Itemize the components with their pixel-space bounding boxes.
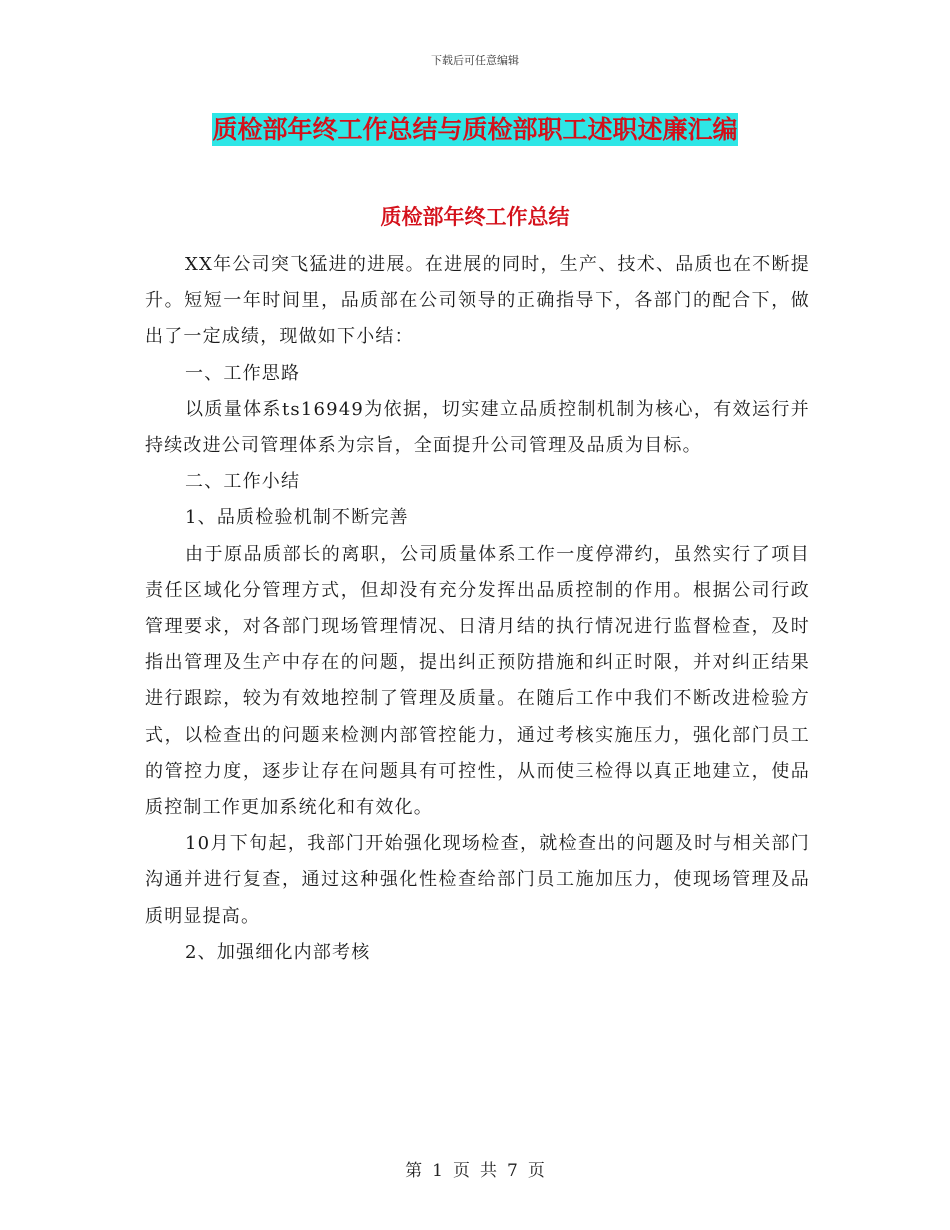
footer-total-pages: 7	[507, 1161, 518, 1181]
footer-suffix: 页	[527, 1161, 545, 1181]
paragraph-inspection-mechanism: 由于原品质部长的离职，公司质量体系工作一度停滞约，虽然实行了项目责任区域化分管理方式，但却没有充分发挥出品质控制的作用。根据公司行政管理要求，对各部门现场管理情况、日清月结的执行情况进行监督检查，及时指出管理及生产中存在的问题，提出纠正预防措施和纠正时限，并对纠正结果进行跟踪，较为有效地控制了管理及质量。在随后工作中我们不断改进检验方式，以检查出的问题来检测内部管控能力，通过考核实施压力，强化部门员工的管控力度，逐步让存在问题具有可控性，从而使三检得以真正地建立，使品质控制工作更加系统化和有效化。	[145, 543, 810, 819]
subheading-internal-assessment: 2、加强细化内部考核	[185, 941, 371, 963]
document-body	[145, 247, 810, 971]
footer-total-label: 共	[480, 1161, 497, 1181]
footer-prefix: 第	[405, 1161, 423, 1181]
paragraph-intro: XX年公司突飞猛进的进展。在进展的同时，生产、技术、品质也在不断提升。短短一年时间里，品质部在公司领导的正确指导下，各部门的配合下，做出了一定成绩，现做如下小结：	[145, 254, 810, 348]
heading-work-summary: 二、工作小结	[185, 471, 301, 493]
page-footer	[0, 1156, 950, 1181]
page-header-note: 下载后可任意编辑	[431, 54, 519, 67]
heading-work-approach: 一、工作思路	[185, 362, 301, 384]
footer-page-number: 1	[432, 1161, 443, 1181]
document-title	[0, 110, 950, 153]
paragraph-october-inspection: 10月下旬起，我部门开始强化现场检查，就检查出的问题及时与相关部门沟通并进行复查，通过这种强化性检查给部门员工施加压力，使现场管理及品质明显提高。	[145, 833, 810, 927]
subheading-inspection-mechanism: 1、品质检验机制不断完善	[185, 507, 409, 529]
footer-page-label: 页	[453, 1161, 470, 1181]
paragraph-work-approach: 以质量体系ts16949为依据，切实建立品质控制机制为核心，有效运行并持续改进公司管理体系为宗旨，全面提升公司管理及品质为目标。	[145, 398, 810, 457]
section-title: 质检部年终工作总结	[380, 205, 570, 229]
document-title-text: 质检部年终工作总结与质检部职工述职述廉汇编	[212, 115, 738, 144]
